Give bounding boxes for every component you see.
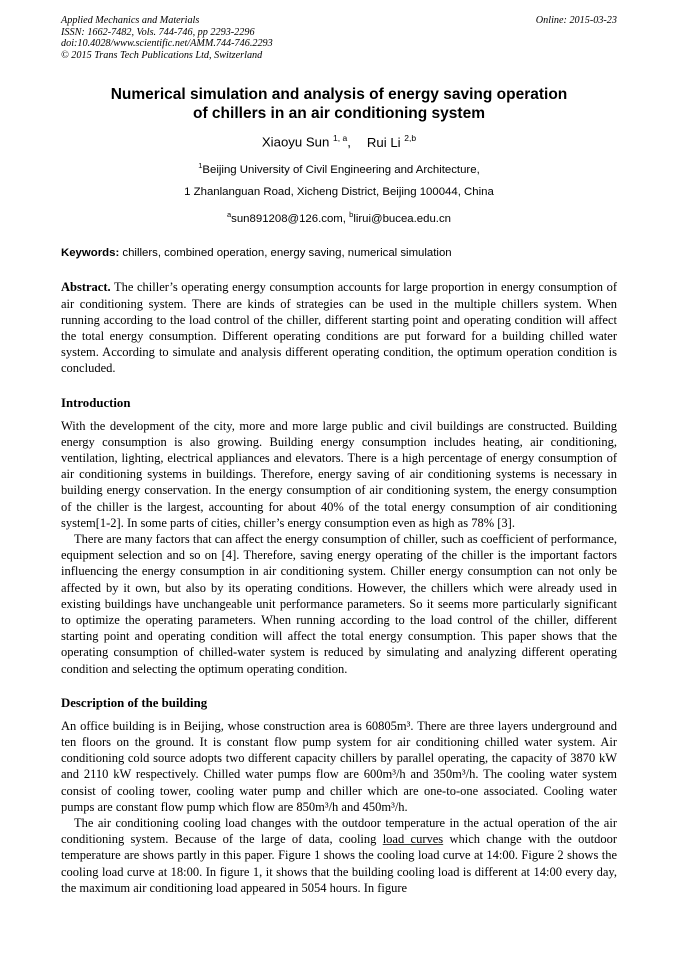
paper-title-line2: of chillers in an air conditioning system <box>193 105 485 123</box>
load-curves-underlined-text: load curves <box>382 832 444 847</box>
abstract-section <box>61 279 617 376</box>
email-b: lirui@bucea.edu.cn <box>353 212 451 225</box>
authors-separator: , <box>347 134 351 150</box>
building-paragraph-2 <box>61 815 617 896</box>
building-paragraph-1: An office building is in Beijing, whose construction area is 60805m³. There are three layers underground and ten floors on the ground. It is constant flow pump system for air conditioning chilled water system. Air conditioning cold source adopts two different capacity chillers by parallel operating, the capacity of 3870 kW and 2110 kW respectively. Chilled water pumps flow are 600m³/h and 350m³/h. The cooling water system consist of cooling tower, cooling water pump and chiller which are one-to-one associated. Cooling water pumps are constant flow pump which flow are 850m³/h and 450m³/h. <box>61 718 617 814</box>
abstract-paragraph <box>61 279 617 376</box>
issn-line: ISSN: 1662-7482, Vols. 744-746, pp 2293-2296 <box>61 26 255 38</box>
journal-name: Applied Mechanics and Materials <box>61 15 200 26</box>
abstract-label: Abstract. <box>61 280 111 295</box>
introduction-paragraph-2: There are many factors that can affect the energy consumption of chiller, such as coefficient of performance, equipment selection and so on [4]. Therefore, saving energy operating of the chiller is the important factors influencing the energy consumption in air conditioning system. Chiller energy consumption can not only be affected by it own, but also by its operating conditions. However, the chillers which were already used in existing buildings have unchangeable unit performance parameters. So it seems more particularly significant to optimize the operating parameters. When running according to the load control of the chiller, different starting point and operating condition will affect the total energy consumption. This paper shows that the operating consumption of chilled-water system is reduced by simulating and analyzing different operating condition and selecting the optimum operating condition. <box>61 532 617 676</box>
email-b-mark: b <box>349 209 354 219</box>
introduction-paragraph-1: With the development of the city, more and more large public and civil buildings are constructed. Building energy consumption is also growing. Building energy consumption includes heating, air conditioning, ventilation, lighting, electrical appliances and elevators. There is a high percentage of energy consumption of air conditioning systems in buildings. Therefore, energy saving of air conditioning systems is necessary in building energy conservation. In the energy consumption of air conditioning system, the energy consumption of the chiller is the largest, accounting for about 40% of the total energy consumption of air conditioning system[1-2]. In some parts of cities, chiller’s energy consumption even as high as 78% [3]. <box>61 418 617 530</box>
authors-line <box>61 130 617 150</box>
building-paragraph-2-post: which change with the outdoor temperature are shows partly in this paper. Figure 1 shows the cooling load curve at 14:00. Figure 2 shows the cooling load curve at 18:00. In figure 1, it shows that the building cooling load is different at 14:00 every day, the maximum air conditioning load appeared in 5054 hours. In figure <box>61 832 617 895</box>
author-2-affiliation-mark: 2,b <box>404 133 417 144</box>
doi-line: doi:10.4028/www.scientific.net/AMM.744-746.2293 <box>61 38 273 50</box>
journal-header <box>61 15 617 61</box>
emails-line <box>61 208 617 226</box>
copyright-line: © 2015 Trans Tech Publications Ltd, Switzerland <box>61 49 263 61</box>
introduction-heading: Introduction <box>61 395 131 410</box>
building-section <box>61 696 617 896</box>
building-heading: Description of the building <box>61 695 208 710</box>
keywords-label: Keywords: <box>61 247 120 260</box>
affiliation-institution: Beijing University of Civil Engineering and Architecture, <box>202 163 480 176</box>
email-a-mark: a <box>226 209 232 219</box>
affiliation-mark: 1 <box>198 160 203 170</box>
title-block <box>61 85 617 225</box>
address-line: 1 Zhanlanguan Road, Xicheng District, Beijing 100044, China <box>184 185 494 198</box>
emails-separator: , <box>342 212 350 225</box>
introduction-section <box>61 396 617 677</box>
author-1-name: Xiaoyu Sun <box>261 134 334 150</box>
building-paragraph-2-pre: The air conditioning cooling load changes with the outdoor temperature in the actual operation of the air conditioning system. Because of the large of data, cooling <box>61 816 617 847</box>
email-a: sun891208@126.com <box>231 212 343 225</box>
paper-title <box>61 85 617 123</box>
paper-title-line1: Numerical simulation and analysis of energy saving operation <box>110 86 568 104</box>
author-2-name: Rui Li <box>366 134 405 150</box>
keywords-text: chillers, combined operation, energy saving, numerical simulation <box>119 247 452 260</box>
keywords-line <box>61 246 617 260</box>
author-1-affiliation-mark: 1, a <box>333 133 348 144</box>
online-date: Online: 2015-03-23 <box>535 15 617 26</box>
abstract-text: The chiller’s operating energy consumption accounts for large proportion in energy consumption of air conditioning system. There are kinds of strategies can be used in the multiple chillers system. When running according to the load control of the chiller, different starting point and operating condition will affect the total energy consumption. Different operating conditions are put forward for a building chilled water system. According to simulate and analysis different operating condition, the optimum operation condition is concluded. <box>61 280 617 376</box>
affiliation-line <box>61 159 617 177</box>
